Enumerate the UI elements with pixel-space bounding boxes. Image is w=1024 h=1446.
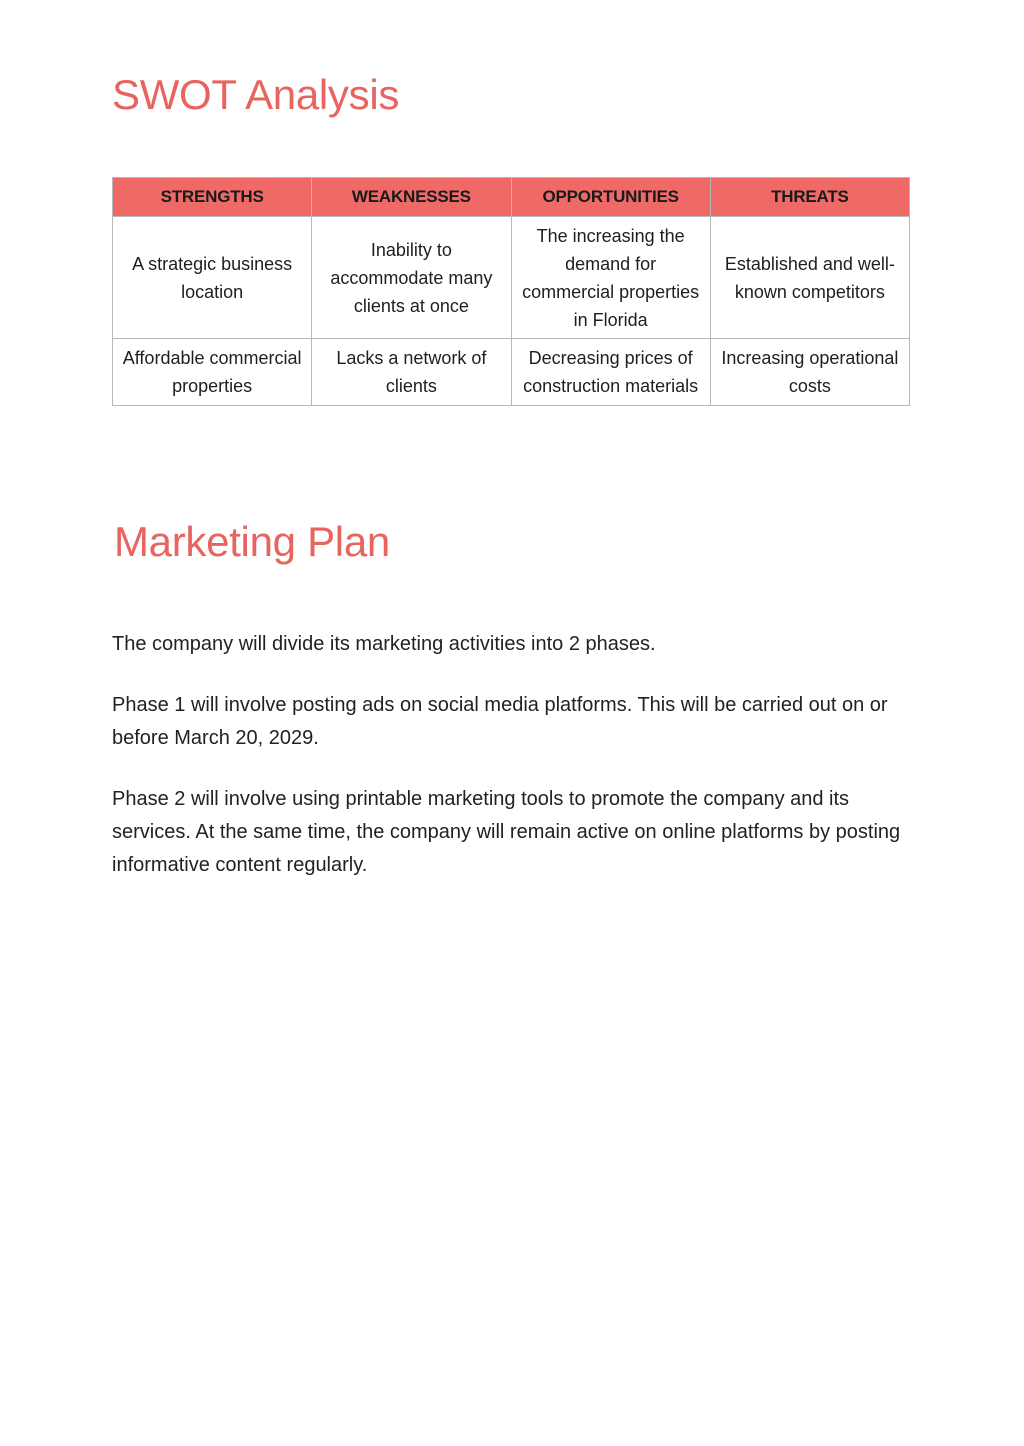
table-cell-opportunity: The increasing the demand for commercial properties in Florida — [511, 217, 710, 339]
swot-header-row — [113, 178, 910, 217]
header-threats: THREATS — [710, 178, 909, 217]
marketing-plan-body — [112, 628, 912, 910]
marketing-plan-heading: Marketing Plan — [114, 518, 390, 565]
table-cell-strength: A strategic business location — [113, 217, 312, 339]
table-cell-strength: Affordable commercial properties — [113, 339, 312, 406]
paragraph-phase-2: Phase 2 will involve using printable marketing tools to promote the company and its services. At the same time, the company will remain active on online platforms by posting informative content regularly. — [112, 788, 901, 876]
paragraph-intro: The company will divide its marketing activities into 2 phases. — [112, 633, 656, 655]
table-cell-weakness: Lacks a network of clients — [312, 339, 511, 406]
swot-analysis-heading: SWOT Analysis — [112, 71, 400, 118]
paragraph-phase-1: Phase 1 will involve posting ads on social media platforms. This will be carried out on or before March 20, 2029. — [112, 694, 888, 749]
table-cell-threat: Increasing operational costs — [710, 339, 909, 406]
header-opportunities: OPPORTUNITIES — [511, 178, 710, 217]
table-cell-opportunity: Decreasing prices of construction materials — [511, 339, 710, 406]
table-cell-weakness: Inability to accommodate many clients at once — [312, 217, 511, 339]
swot-table — [112, 177, 910, 406]
table-row — [113, 217, 910, 339]
table-row — [113, 339, 910, 406]
header-strengths: STRENGTHS — [113, 178, 312, 217]
table-cell-threat: Established and well-known competitors — [710, 217, 909, 339]
header-weaknesses: WEAKNESSES — [312, 178, 511, 217]
